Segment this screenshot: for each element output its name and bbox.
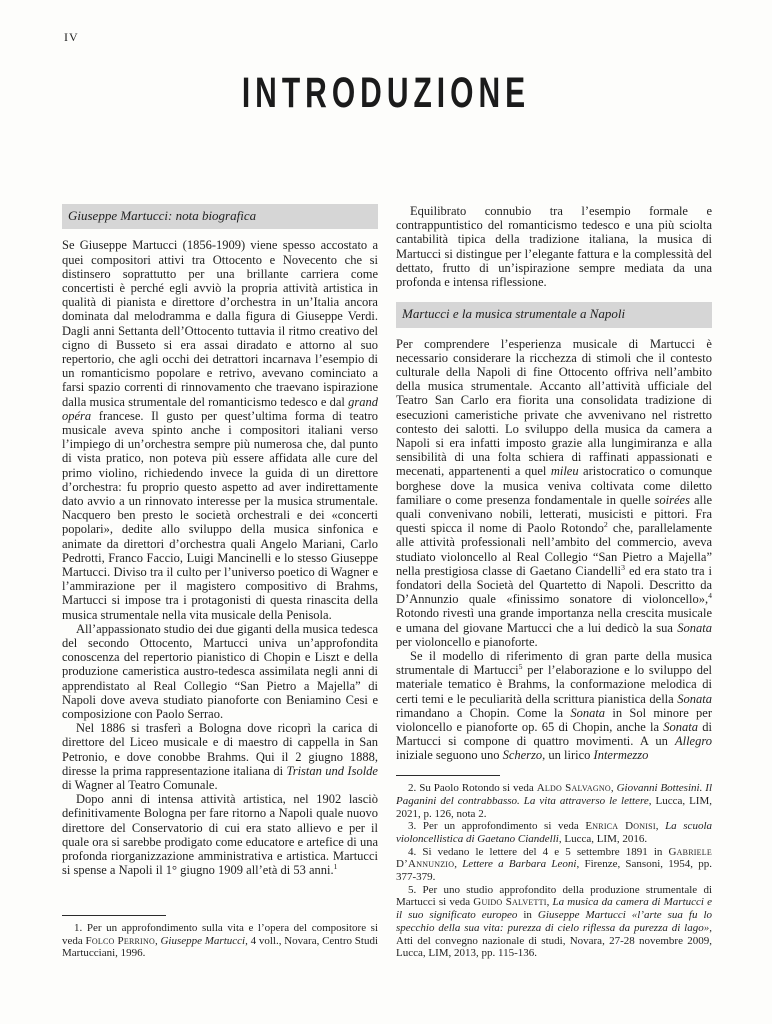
left-column [62,204,378,960]
paragraph: Se il modello di riferimento di gran parte della musica strumentale di Martucci$^5$ per l’elaborazione e lo sviluppo del materiale tematico è Brahms, la conformazione melodica di certi temi e le peculiarità della scrittura pianistica della Sonata rimandano a Chopin. Come la Sonata in Sol minore per violoncello e pianoforte op. 65 di Chopin, anche la Sonata di Martucci si compone di quattro movimenti. A un Allegro iniziale seguono uno Scherzo, un lirico Intermezzo [396,648,712,763]
footnote-3: 3. Per un approfondimento si veda Enrica Donisi, La scuola violoncellistica di Gaetano Ciandelli, Lucca, LIM, 2016. [396,820,712,845]
paragraph: Dopo anni di intensa attività artistica, nel 1902 lasciò definitivamente Bologna per fare ritorno a Napoli quale nuovo direttore del Conservatorio di cui era stato allievo e per il quale ora si sarebbe prodigato come educatore e artefice di una profonda riorganizzazione amministrativa e artistica. Martucci si spense a Napoli il 1° giugno 1909 all’età di 53 anni.$^1$ [62,792,378,878]
footnote-5: 5. Per uno studio approfondito della produzione strumentale di Martucci si veda Guido Salvetti, La musica da camera di Martucci e il suo significato europeo in Giuseppe Martucci «l’arte sua fu lo specchio della sua vita: purezza di cielo riflessa da purezza di lago», Atti del convegno nazionale di studi, Novara, 27-28 novembre 2009, Lucca, LIM, 2013, pp. 115-136. [396,883,712,960]
section-heading-musica-strumentale-napoli: Martucci e la musica strumentale a Napoli [396,302,712,327]
paragraph: Equilibrato connubio tra l’esempio formale e contrappuntistico del romanticismo tedesco e una più sciolta cantabilità tipica della tradizione italiana, la musica di Martucci si distingue per l’elegante fattura e la complessità del dettato, frutto di un’ispirazione sempre mediata da una profonda e intensa riflessione. [396,204,712,290]
text-columns [62,204,712,960]
footnote-separator [62,915,166,916]
footnote-1: 1. Per un approfondimento sulla vita e l’opera del compositore si veda Folco Perrino, Giuseppe Martucci, 4 voll., Novara, Centro Studi Martucciani, 1996. [62,921,378,960]
footnote-4: 4. Si vedano le lettere del 4 e 5 settembre 1891 in Gabriele D’Annunzio, Lettere a Barbara Leoni, Firenze, Sansoni, 1954, pp. 377-379. [396,845,712,884]
paragraph: Per comprendere l’esperienza musicale di Martucci è necessario considerare la ricchezza di stimoli che il contesto culturale della Napoli di fine Ottocento offriva nell’ambito della musica strumentale. Accanto all’attività ufficiale del Teatro San Carlo era fiorita una consolidata tradizione di esecuzioni cameristiche private che avvenivano nel ristretto contesto dei salotti. Lo sviluppo della musica da camera a Napoli si era infatti imposto grazie alla lungimiranza e alla sensibilità di una folta schiera di raffinati appassionati e mecenati, appartenenti a quel mileu aristocratico o comunque borghese dove la musica veniva coltivata come diletto familiare o come presenza fondamentale in quelle soirées alle quali convenivano nobili, letterati, musicisti e pittori. Fra questi spicca il nome di Paolo Rotondo$^2$ che, parallelamente alle attività professionali nell’ambito del commercio, aveva studiato violoncello al Real Collegio “San Pietro a Majella” nella prestigiosa classe di Gaetano Ciandelli$^3$ ed era stato tra i fondatori della Società del Quartetto di Napoli. Descritto da D’Annunzio quale «finissimo sonatore di violoncello»,$^4$ Rotondo rivestì una grande importanza nella crescita musicale e umana del giovane Martucci che a lui dedicò la sua Sonata per violoncello e pianoforte. [396,336,712,649]
right-column [396,204,712,960]
footnote-separator [396,775,500,776]
section-heading-nota-biografica: Giuseppe Martucci: nota biografica [62,204,378,229]
footnote-block-left [62,907,378,960]
page-title: INTRODUZIONE [241,70,531,117]
page-number: IV [64,30,79,44]
paragraph: Se Giuseppe Martucci (1856-1909) viene spesso accostato a quei compositori attivi tra Ottocento e Novecento che si distinsero soprattutto per una brillante carriera come concertisti è perché egli avviò la propria attività artistica in qualità di pianista e direttore d’orchestra in un’Italia ancora dominata dal melodramma e dalla figura di Giuseppe Verdi. Dagli anni Settanta dell’Ottocento tuttavia il ritmo creativo del cigno di Busseto si era assai diradato e attorno al suo repertorio, che agli occhi dei detrattori incarnava l’esempio di un romanticismo popolare e retrivo, avevano cominciato a farsi spazio correnti di rinnovamento che traevano ispirazione dalla musica strumentale del romanticismo tedesco e dal grand opéra francese. Il gusto per quest’ultima forma di teatro musicale aveva spinto anche i compositori italiani verso l’impiego di un’orchestra sempre più numerosa che, dal punto di vista pratico, non poteva più essere affidata alle cure del primo violino, richiedendo invece la guida di un direttore d’orchestra: fu proprio questo aspetto ad aver indirettamente dato avvio a un rinnovato interesse per la musica strumentale. Nacquero ben presto le società orchestrali e dei «concerti popolari», dedite allo sviluppo della musica sinfonica e animate da direttori d’orchestra quali Angelo Mariani, Carlo Pedrotti, Franco Faccio, Luigi Mancinelli e lo stesso Giuseppe Martucci. Diviso tra il culto per l’universo poetico di Wagner e l’ammirazione per il magistero compositivo di Brahms, Martucci si impose tra i protagonisti di questa rinascita della musica strumentale nella vita musicale della Penisola. [62,238,378,622]
paragraph: All’appassionato studio dei due giganti della musica tedesca del secondo Ottocento, Martucci univa un’approfondita conoscenza del repertorio pianistico di Chopin e Liszt e della produzione cameristica austro-tedesca assimilata negli anni di apprendistato al Real Collegio “San Pietro a Majella” di Napoli dove aveva studiato pianoforte con Beniamino Cesi e composizione con Paolo Serrao. [62,621,378,721]
paragraph: Nel 1886 si trasferì a Bologna dove ricoprì la carica di direttore del Liceo musicale e di maestro di cappella in San Petronio, e dove conobbe Brahms. Qui il 2 giugno 1888, diresse la prima rappresentazione italiana di Tristan und Isolde di Wagner al Teatro Comunale. [62,721,378,793]
footnote-block-right [396,767,712,960]
footnote-2: 2. Su Paolo Rotondo si veda Aldo Salvagno, Giovanni Bottesini. Il Paganini del contrabbasso. La vita attraverso le lettere, Lucca, LIM, 2021, p. 126, nota 2. [396,782,712,820]
